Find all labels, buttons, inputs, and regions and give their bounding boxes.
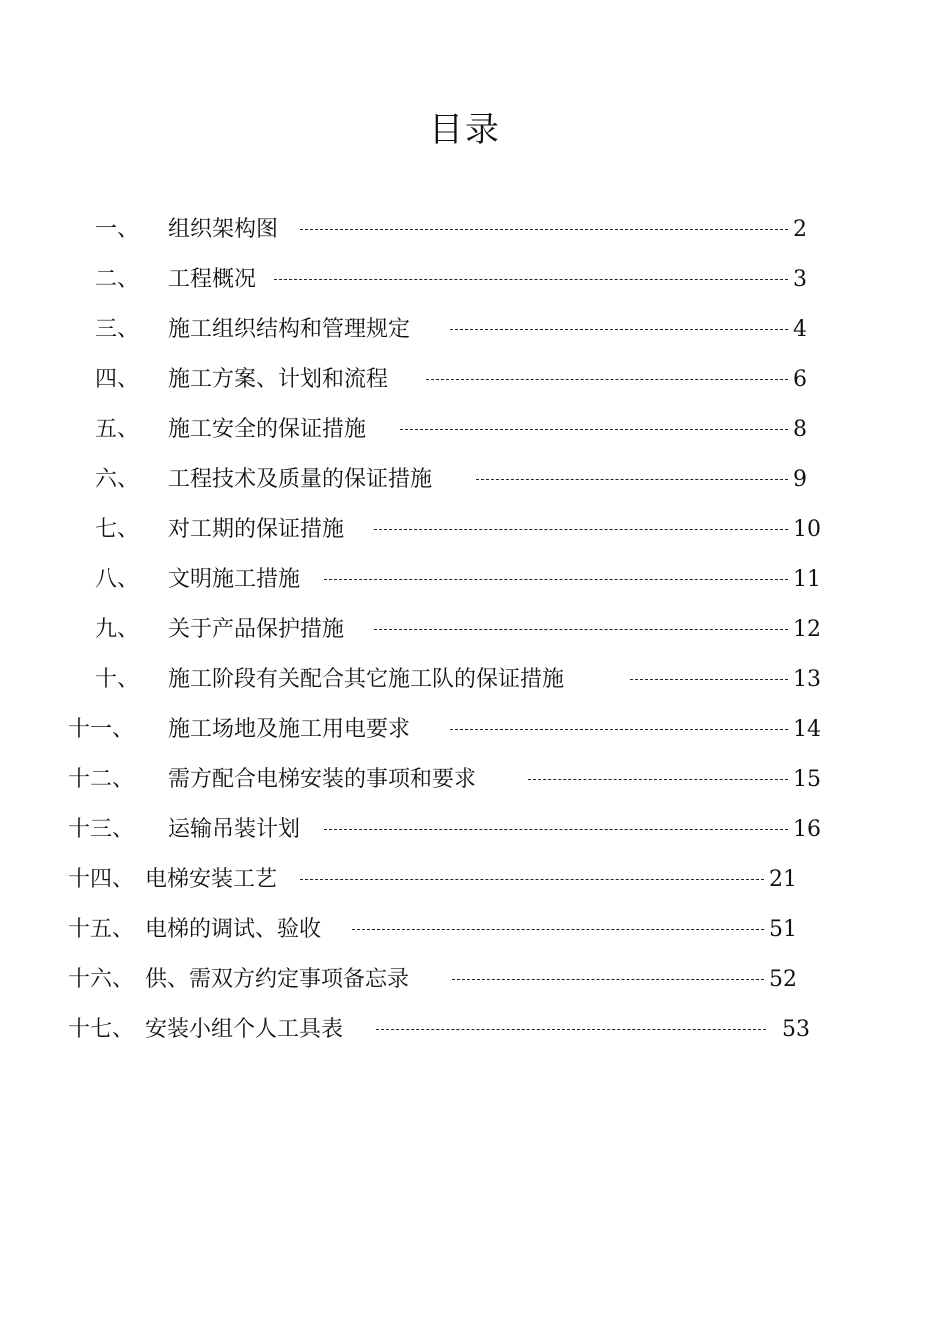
toc-entry-number: 十二、: [68, 767, 135, 792]
toc-entry-number: 十五、: [68, 917, 135, 942]
toc-entry-number: 一、: [95, 217, 140, 242]
toc-entry-title: 施工场地及施工用电要求: [168, 717, 411, 742]
toc-leader-line: [630, 679, 788, 680]
toc-entry-title: 组织架构图: [168, 217, 279, 242]
toc-leader-line: [324, 829, 788, 830]
toc-entry-title: 运输吊装计划: [168, 817, 301, 842]
toc-entry-6[interactable]: [0, 455, 950, 505]
toc-leader-line: [450, 329, 788, 330]
toc-leader-line: [324, 579, 788, 580]
toc-entry-17[interactable]: [0, 1005, 950, 1055]
toc-entry-page: 4: [793, 317, 807, 342]
toc-leader-line: [426, 379, 788, 380]
toc-leader-line: [300, 229, 788, 230]
toc-entry-11[interactable]: [0, 705, 950, 755]
toc-entry-number: 九、: [95, 617, 140, 642]
toc-entry-page: 51: [769, 917, 797, 942]
toc-leader-line: [376, 1029, 766, 1030]
toc-entry-number: 七、: [95, 517, 140, 542]
toc-entry-page: 15: [793, 767, 821, 792]
toc-entry-title: 施工方案、计划和流程: [168, 367, 389, 392]
toc-leader-line: [374, 629, 788, 630]
toc-entry-title: 关于产品保护措施: [168, 617, 345, 642]
toc-entry-15[interactable]: [0, 905, 950, 955]
toc-entry-title: 电梯的调试、验收: [145, 917, 322, 942]
toc-entry-number: 十六、: [68, 967, 135, 992]
toc-entry-12[interactable]: [0, 755, 950, 805]
toc-entry-number: 十四、: [68, 867, 135, 892]
toc-entry-title: 需方配合电梯安装的事项和要求: [168, 767, 477, 792]
toc-entry-page: 2: [793, 217, 807, 242]
toc-entry-number: 五、: [95, 417, 140, 442]
toc-entry-7[interactable]: [0, 505, 950, 555]
toc-entry-title: 文明施工措施: [168, 567, 301, 592]
toc-entry-page: 52: [769, 967, 797, 992]
toc-leader-line: [274, 279, 788, 280]
toc-entry-number: 二、: [95, 267, 140, 292]
toc-leader-line: [450, 729, 788, 730]
toc-entry-title: 施工组织结构和管理规定: [168, 317, 411, 342]
toc-entry-title: 电梯安装工艺: [145, 867, 278, 892]
toc-entry-number: 三、: [95, 317, 140, 342]
toc-entry-9[interactable]: [0, 605, 950, 655]
toc-entry-page: 10: [793, 517, 821, 542]
toc-entry-page: 13: [793, 667, 821, 692]
toc-leader-line: [300, 879, 764, 880]
toc-entry-page: 11: [793, 567, 821, 592]
toc-entry-page: 21: [769, 867, 797, 892]
toc-entry-title: 供、需双方约定事项备忘录: [145, 967, 410, 992]
toc-entry-title: 对工期的保证措施: [168, 517, 345, 542]
toc-entry-number: 六、: [95, 467, 140, 492]
toc-leader-line: [476, 479, 788, 480]
toc-entry-2[interactable]: [0, 255, 950, 305]
toc-entry-page: 16: [793, 817, 821, 842]
toc-leader-line: [352, 929, 764, 930]
toc-leader-line: [374, 529, 788, 530]
toc-entry-number: 十七、: [68, 1017, 135, 1042]
toc-entry-title: 施工阶段有关配合其它施工队的保证措施: [168, 667, 565, 692]
toc-entry-number: 十一、: [68, 717, 135, 742]
page-title: 目录: [429, 110, 501, 150]
toc-leader-line: [400, 429, 788, 430]
toc-entry-number: 十、: [95, 667, 140, 692]
toc-leader-line: [528, 779, 788, 780]
toc-entry-page: 3: [793, 267, 807, 292]
toc-entry-16[interactable]: [0, 955, 950, 1005]
toc-entry-page: 6: [793, 367, 807, 392]
toc-entry-8[interactable]: [0, 555, 950, 605]
toc-entry-number: 八、: [95, 567, 140, 592]
toc-entry-page: 53: [782, 1017, 810, 1042]
toc-entry-page: 8: [793, 417, 807, 442]
toc-entry-number: 十三、: [68, 817, 135, 842]
toc-entry-3[interactable]: [0, 305, 950, 355]
toc-entry-page: 12: [793, 617, 821, 642]
toc-entry-number: 四、: [95, 367, 140, 392]
toc-entry-13[interactable]: [0, 805, 950, 855]
toc-entry-10[interactable]: [0, 655, 950, 705]
toc-entry-page: 9: [793, 467, 807, 492]
toc-entry-title: 工程概况: [168, 267, 257, 292]
toc-entry-title: 施工安全的保证措施: [168, 417, 367, 442]
toc-entry-title: 工程技术及质量的保证措施: [168, 467, 433, 492]
toc-entry-1[interactable]: [0, 205, 950, 255]
toc-entry-page: 14: [793, 717, 821, 742]
toc-leader-line: [452, 979, 764, 980]
toc-entry-14[interactable]: [0, 855, 950, 905]
toc-entry-4[interactable]: [0, 355, 950, 405]
toc-entry-title: 安装小组个人工具表: [145, 1017, 344, 1042]
toc-entry-5[interactable]: [0, 405, 950, 455]
